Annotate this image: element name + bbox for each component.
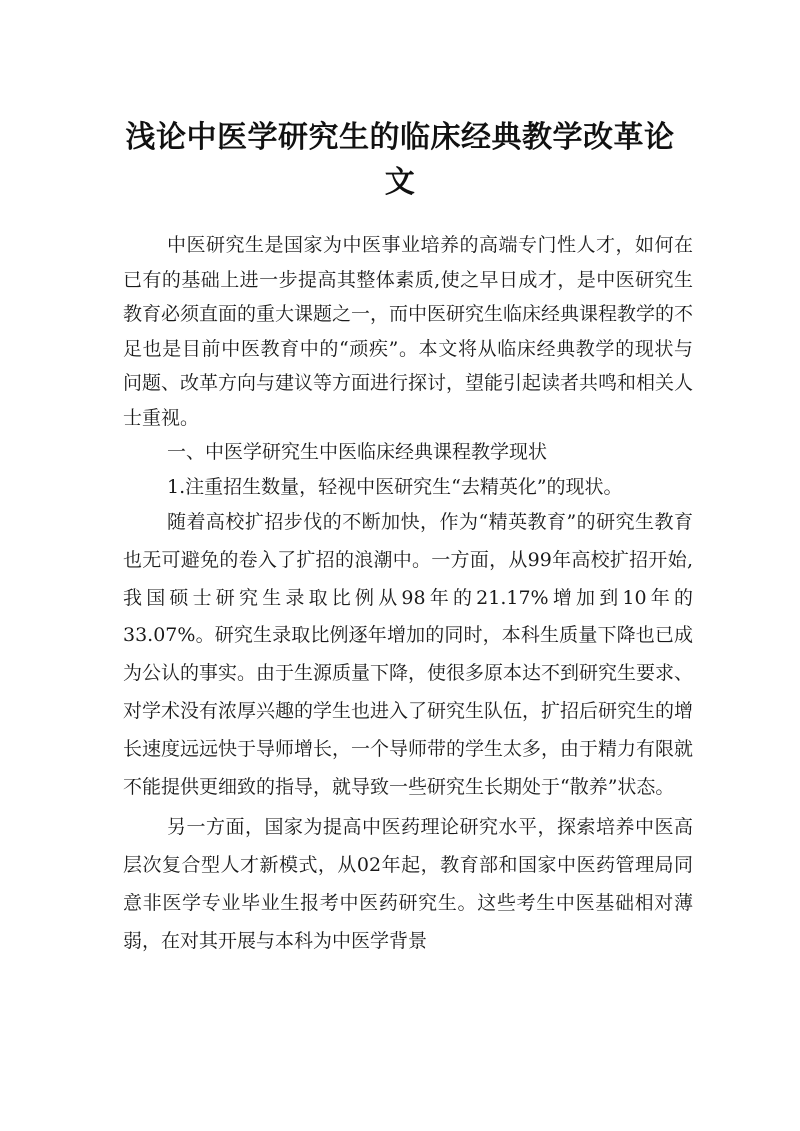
- document-body: [123, 228, 693, 960]
- title-line-2: 文: [384, 165, 416, 201]
- section-heading: 一、中医学研究生中医临床经典课程教学现状: [167, 441, 548, 463]
- intro-paragraph: 中医研究生是国家为中医事业培养的高端专门性人才，如何在已有的基础上进一步提高其整体素质,使之早日成才，是中医研究生教育必须直面的重大课题之一，而中医研究生临床经典课程教学的不足也是目前中医教育中的“顽疾”。本文将从临床经典教学的现状与问题、改革方向与建议等方面进行探讨，望能引起读者共鸣和相关人士重视。: [123, 234, 694, 429]
- title-line-1: 浅论中医学研究生的临床经典教学改革论: [125, 120, 675, 156]
- body-paragraph-3: 另一方面，国家为提高中医药理论研究水平，探索培养中医高层次复合型人才新模式，从02年起，教育部和国家中医药管理局同意非医学专业毕业生报考中医药研究生。这些考生中医基础相对薄弱，在对其开展与本科为中医学背景: [123, 816, 693, 953]
- document-title: [60, 115, 740, 205]
- body-paragraph-2: 随着高校扩招步伐的不断加快，作为“精英教育”的研究生教育也无可避免的卷入了扩招的浪潮中。一方面，从99年高校扩招开始,我国硕士研究生录取比例从98年的21.17%增加到10年的33.07%。研究生录取比例逐年增加的同时，本科生质量下降也已成为公认的事实。由于生源质量下降，使很多原本达不到研究生要求、对学术没有浓厚兴趣的学生也进入了研究生队伍，扩招后研究生的增长速度远远快于导师增长，一个导师带的学生太多，由于精力有限就不能提供更细致的指导，就导致一些研究生长期处于“散养”状态。: [123, 511, 694, 798]
- subsection-heading: 1.注重招生数量，轻视中医研究生“去精英化”的现状。: [167, 475, 623, 498]
